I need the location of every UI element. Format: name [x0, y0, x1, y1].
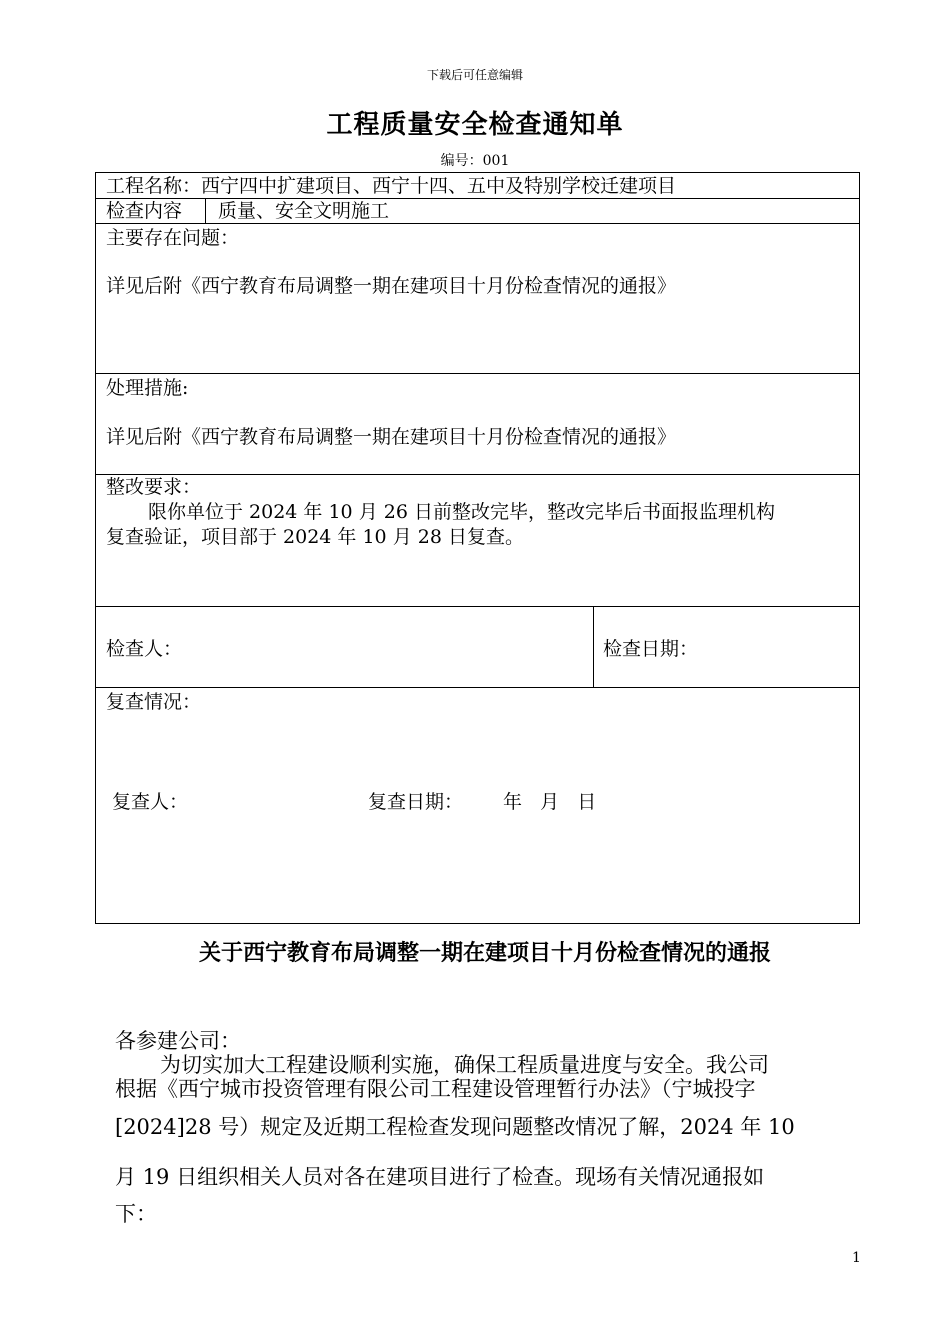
- report-line: 为切实加大工程建设顺利实施，确保工程质量进度与安全。我公司: [160, 1053, 769, 1077]
- row-divider: [96, 687, 859, 688]
- measures-text: 详见后附《西宁教育布局调整一期在建项目十月份检查情况的通报》: [106, 426, 677, 448]
- header-note: 下载后可任意编辑: [426, 68, 523, 82]
- inspect-date-label: 检查日期：: [603, 638, 699, 660]
- document-title: 工程质量安全检查通知单: [326, 110, 624, 140]
- row-divider: [96, 223, 859, 224]
- rectify-line-2: 复查验证，项目部于 2024 年 10 月 28 日复查。: [106, 526, 524, 548]
- row-divider: [96, 474, 859, 475]
- recheck-date-placeholder: 年 月 日: [503, 791, 597, 813]
- problems-label: 主要存在问题：: [106, 227, 240, 249]
- rechecker-label: 复查人：: [112, 791, 189, 813]
- report-line: 下：: [115, 1202, 157, 1226]
- row-divider: [96, 606, 859, 607]
- measures-label: 处理措施:: [106, 377, 189, 399]
- recheck-date-label: 复查日期：: [368, 791, 464, 813]
- rectify-label: 整改要求：: [106, 476, 202, 498]
- row-divider: [96, 373, 859, 374]
- recheck-label: 复查情况：: [106, 691, 202, 713]
- col-divider: [593, 606, 594, 687]
- inspection-form-table: [95, 172, 860, 924]
- inspection-content-value: 质量、安全文明施工: [218, 200, 390, 222]
- report-line: 根据《西宁城市投资管理有限公司工程建设管理暂行办法》（宁城投字: [115, 1077, 756, 1101]
- inspector-label: 检查人：: [106, 638, 183, 660]
- report-title: 关于西宁教育布局调整一期在建项目十月份检查情况的通报: [198, 940, 771, 966]
- col-divider: [205, 198, 206, 223]
- page-number: 1: [852, 1250, 861, 1266]
- rectify-line-1: 限你单位于 2024 年 10 月 26 日前整改完毕，整改完毕后书面报监理机构: [148, 501, 775, 523]
- salutation: 各参建公司：: [115, 1029, 241, 1053]
- project-name: 工程名称：西宁四中扩建项目、西宁十四、五中及特别学校迁建项目: [106, 175, 677, 197]
- inspection-content-label: 检查内容: [106, 200, 183, 222]
- row-divider: [96, 198, 859, 199]
- report-line: 月 19 日组织相关人员对各在建项目进行了检查。现场有关情况通报如: [115, 1165, 765, 1189]
- problems-text: 详见后附《西宁教育布局调整一期在建项目十月份检查情况的通报》: [106, 275, 677, 297]
- report-line: [2024]28 号）规定及近期工程检查发现问题整改情况了解，2024 年 10: [115, 1115, 795, 1139]
- serial-number: 编号：001: [440, 153, 510, 169]
